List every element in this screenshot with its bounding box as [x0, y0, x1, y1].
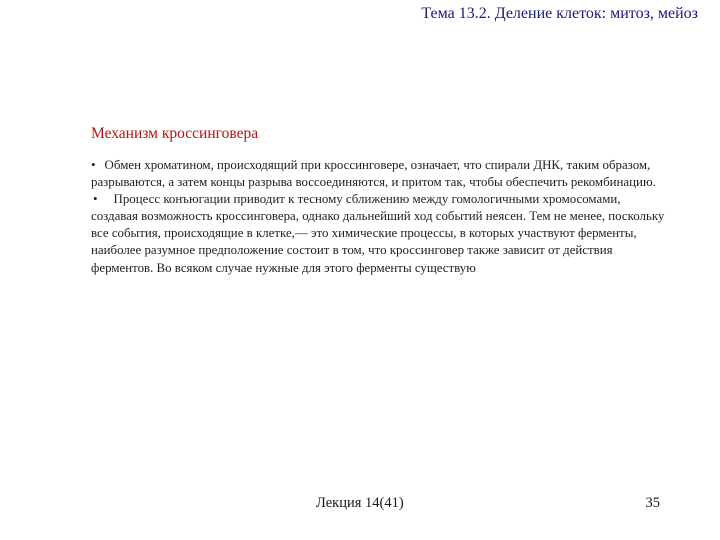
- page-number: 35: [645, 495, 660, 511]
- bullet-icon: •: [93, 192, 98, 207]
- paragraph-1: [91, 157, 666, 191]
- footer-lecture-label: Лекция 14(41): [316, 495, 404, 511]
- paragraph-2-text: Процесс конъюгации приводит к тесному сближению между гомологичными хромосомами, создавая возможность кроссинговера, однако дальнейший ход событий неясен. Тем не менее, поскольку все события, происходящие в клетке,— это химические процессы, в которых участвуют ферменты, наиболее разумное предположение состоит в том, что кроссинговер также зависит от действия ферментов. Во всяком случае нужные для этого ферменты существую: [91, 192, 665, 275]
- section-heading: Механизм кроссинговера: [91, 125, 259, 142]
- paragraph-1-text: Обмен хроматином, происходящий при кроссинговере, означает, что спирали ДНК, таким образом, разрываются, а затем концы разрыва воссоединяются, и притом так, чтобы обеспечить рекомбинацию.: [91, 158, 656, 190]
- slide-header-title: Тема 13.2. Деление клеток: митоз, мейоз: [421, 5, 698, 22]
- bullet-icon: •: [91, 158, 96, 172]
- body-text: [91, 157, 666, 277]
- paragraph-2: [91, 191, 666, 276]
